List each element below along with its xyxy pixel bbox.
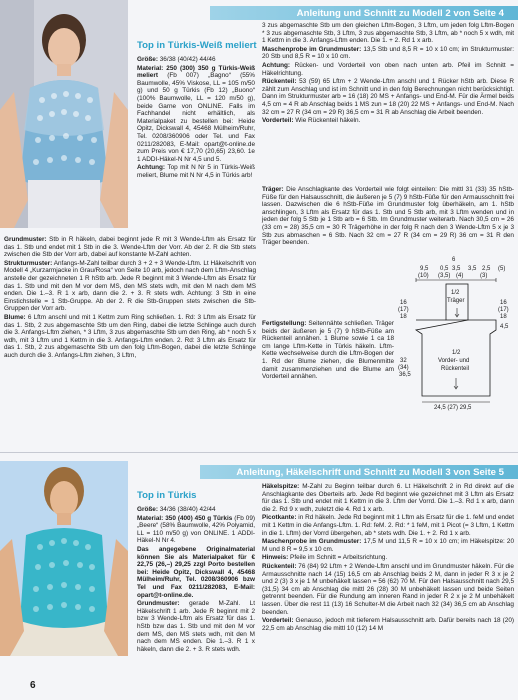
model2-col-b-p: Fertigstellung: Seitennähte schließen. Träger beids der äußeren je 5 (7) 9 hStb-Füße am Rückenteil annähen. 1 Blume sowie 1 ca 18 cm lange Lftm-Kette in Türkis häkeln. Lftm-Kette wechselweise durch die Lftm-Bogen der 1. Rd der Blume ziehen, die Blumenmitte damit zusammenziehen und die Blume am Vorderteil annähen. [262,320,394,381]
model2-col-b-p: Träger: Die Anschlagkante des Vorderteil wie folgt einteilen: Die mittl 31 (33) 35 hStb-Füße für den Halsausschnitt, die äußeren je 5 (7) 9 hStb-Füße für den Armausschnitt frei lassen. Dazwischen die 6 hStb-Füße im Grundmuster folg überhäkeln, am 1. hStb anschlingen, 3 Lftm als Ersatz für das 1. Stb und 5 Stb arb, mit 3 Lftm wenden und in jeden der folg 5 Stb je 1 Stb arb = 6 Stb. Im Grundmuster weiterarb. Nach 30,5 cm = 26 (33 cm = 28) 35,5 cm = 30 R Trägerhöhe in der folg R nach den 3 Wende-Lftm 5 x je 3 Stb zus abmaschen = 6 Stb. Nach 32 cm = 27 R (34 cm = 29 R) 36 cm = 31 R den Träger beenden. [262,186,514,247]
model2-col-b-p: 3 zus abgemaschte Stb um den gleichen Lftm-Bogen, 3 Lftm, um jeden folg Lftm-Bogen * 3 zus abgemaschte Stb, 3 Lftm, 3 zus abgemaschte Stb, 3 Lftm, ab * noch 5 x wdh, mit 1 Kettm in die 3. Anfangs-Lftm enden. Die 1. + 2. Rd 1 x arb. [262,22,514,45]
model3-col-b-p: Picotkante: in Rd häkeln. Jede Rd beginnt mit 1 Lftm als Ersatz für die 1. feM und endet mit 1 Kettm in die Anfangs-Lftm. 1. Rd: feM. 2. Rd: * 1 feM, mit 1 Picot (= 3 Lftm, 1 Kettm in die 1. Lftm) der Vorrd übergehen, ab * stets wdh. Die 1. + 2. Rd 1 x arb. [262,514,514,537]
model3-intro-p: Größe: 34/36 (38/40) 42/44 [137,506,216,513]
schema-top-measure: 0,5 [440,266,449,272]
banner-top-text: Anleitung und Schnitt zu Modell 2 von Seite 4 [296,7,504,19]
schema-top-measure: 9,5 [420,266,429,272]
schema-bottom-measure: 24,5 (27) 29,5 [434,405,472,411]
schema-traeger-word: Träger [447,298,465,304]
model3-col-b-p: Häkelspitze: M-Zahl zu Beginn teilbar durch 6. Lt Häkelschrift 2 in Rd direkt auf die Anschlagkante des Oberteils arb. Jede Rd beginnt wie gezeichnet mit 3 Lftm als Ersatz für das 1. Stb und endet mit 1 Kettm in die 3. Lftm der Vorrd. Die 1.–3. Rd 1 x arb, dann die 2. Rd 9 x wdh, zuletzt die 4. Rd 1 x arb. [262,483,514,513]
schema-alt-top: (5) [498,266,506,272]
banner-top [210,6,518,20]
banner-bottom-text: Anleitung, Häkelschrift und Schnitt zu Modell 3 von Seite 5 [236,466,504,478]
model3-intro [137,506,255,654]
schema-top-small: (10) [418,273,429,279]
model2-col-a-p: Grundmuster: Stb in R häkeln, dabei beginnt jede R mit 3 Wende-Lftm als Ersatz für das 1. Stb und endet mit 1 Stb in die 3. Wende-Lftm der Vorr. Ab der 2. R die Stb stets zwischen die Stb der Vorr arb, dabei auf konstante M-Zahl achten. [4,236,256,259]
model2-intro-p: Größe: 36/38 (40/42) 44/46 [137,56,216,63]
model2-title: Top in Türkis-Weiß meliert [137,40,257,51]
schema-height: 32 [400,358,407,364]
model2-col-b-p: Rückenteil: 53 (59) 65 Lftm + 2 Wende-Lftm anschl und 1 Rücker hStb arb. Diese R zählt zum Anschlag und ist im Schnitt und in den folg Berechnungen nicht berücksichtigt. Dann im Strukturmuster arb = 16 (18) 20 MS + Anfangs- und End-M. Für die Ärmel beids 4,5 cm = 4 R ab Anschlag beids 1 MS zun = 18 (20) 22 MS + Anfangs- und End-M. Nach 32 cm = 27 R (34 cm = 29 R) 36,5 cm = 31 R ab Anschlag die Arbeit beenden. [262,78,514,116]
model3-col-b-p: Hinweis: Pfeile im Schnitt = Arbeitsrichtung. [262,554,388,562]
model3-photo [0,461,128,656]
schema-side-right: 16 [500,300,507,306]
model2-col-a [4,236,256,361]
schema-side-right: (17) [498,307,509,313]
schema-side-left: (17) [398,307,409,313]
schema-body-label: 1/2 [452,350,461,356]
page-number: 6 [30,680,36,691]
model2-col-b-traeger-top [262,186,514,248]
schema-top-small: (3,5) [438,273,451,279]
schema-height: (34) [398,365,409,371]
model2-schematic [398,257,516,411]
schema-height: 36,5 [399,372,411,378]
model2-col-b-top [262,22,514,126]
model3-intro-p: Grundmuster: gerade M-Zahl. Lt Häkelschrift 1 arb. Jede R beginnt mit 2 bzw 3 Wende-Lftm als Ersatz für das 1. hStb bzw das 1. Stb und mit den M vor dem MS, den MS stets wdh, mit den M nach dem MS enden. Die 1.–3. R 1 x häkeln, dann die 2. + 3. R stets wdh. [137,600,255,653]
model3-col-b-p: Maschenprobe im Grundmuster: 17,5 M und 11,5 R = 10 x 10 cm; im Häkelspitze: 20 M und 8 R = 9,5 x 10 cm. [262,538,515,553]
model3-col-b-p: Rückenteil: 76 (84) 92 Lftm + 2 Wende-Lftm anschl und im Grundmuster häkeln. Für die Armausschnitte nach 14 (15) 16,5 cm ab Anschlag beids 2 M, dann in jeder R 3 x je 2 und 2 (3) 3 x je 1 M unbehäkelt lassen = 56 (62) 70 M. Für den Halsausschnitt nach 29,5 (31,5) 34 cm ab Anschlag die mittl 26 (28) 30 M unbehäkelt lassen und beide Seiten getrennt beenden. Für die Rundung am inneren Rand in jeder R 2 x je 2 M unbehäkelt lassen. Über die rest 11 (13) 16 Schulter-M die Arbeit nach 32 (34) 36,5 cm ab Anschlag beenden. [262,562,514,616]
model2-intro-p: Material: 250 (300) 350 g Türkis-Weiß meliert (Fb 007) „Bagno“ (55% Baumwolle, 45% Viskose, LL = 105 m/50 g) und 50 g Türkis (Fb 12) „Buono“ (100% Baumwolle, LL = 120 m/50 g), beide Garne von ONLINE. Falls im Fachhandel nicht erhältlich, als Materialpaket zu bestellen bei: Heide Opitz, Dickswall 4, 45468 Mülheim/Ruhr, Tel. 0208/360906 oder Tel. und Fax 0211/282083, E-Mail: opart@t-online.de zum Preis von € 17,70 (20,65) 23,60. 1e 1 ADDI-Häkel-N Nr 4,5 und 5. [137,64,255,163]
schema-traeger-label: 1/2 [451,290,460,296]
schema-body-word2: Rückenteil [441,366,470,372]
model2-intro [137,56,255,181]
model2-intro-p: Achtung: Top mit N Nr 5 in Türkis-Weiß meliert, Blume mit N Nr 4,5 in Türkis arb! [137,164,255,179]
schema-top-measure: 3,5 [452,266,461,272]
schema-top-small: (4) [456,273,464,279]
schema-side-left: 18 [400,314,407,320]
model2-col-b-p: Achtung: Rücken- und Vorderteil von oben nach unten arb. Pfeil im Schnitt = Häkelrichtung. [262,61,514,77]
model2-col-a-p: Blume: 6 Lftm anschl und mit 1 Kettm zum Ring schließen. 1. Rd: 3 Lftm als Ersatz für das 1. Stb, 2 zus abgemaschte Stb um den Ring, dabei die letzte Schlinge auch durch die 3. Anfangs-Lftm ziehen, * 3 Lftm, 3 zus abgemaschte Stb um den Ring, ab * noch 5 x wdh, mit 3 Lftm und 1 Kettm in die 3. Anfangs-Lftm enden. 2. Rd: 3 Lftm als Ersatz für das 1. Stb, 2 zus abgemaschte Stb um den folg Lftm-Bogen, dabei die letzte Schlinge auch durch die 3. Anfangs-Lftm ziehen, 3 Lftm, [4,313,256,359]
schema-mid-value: 4,5 [500,324,509,330]
model2-col-a-p: Strukturmuster: Anfangs-M-Zahl teilbar durch 3 + 2 + 3 Wende-Lftm. Lt Häkelschrift von Modell 4 „Kurzarmjacke in Grau/Rosa“ von Seite 10 arb, jedoch nach dem Lftm-Anschlag anstelle der gezeichneten 1 R hStb arb. Jede R beginnt mit 3 Wende-Lftm als Ersatz für das 1. Stb und mit den M vor dem MS, den MS stets wdh, mit den M nach dem MS enden. Die 1.–3. R 1 x arb, dann die 2. + 3. R stets wdh. Achtung: 3 Stb in eine Einstichstelle = 1 Stb-Gruppe. Ab der 2. R die Stb-Gruppen stets zwischen die Stb-Gruppen der Vorr arb. [4,259,256,313]
model3-intro-p: Das angegebene Originalmaterial können Sie als Materialpaket für € 22,75 (26,–) 29,25 zzgl Porto bestellen bei: Heide Opitz, Dickswall 4, 45468 Mülheim/Ruhr, Tel. 0208/360906 bzw Tel und Fax 0211/282083, E-Mail: opart@t-online.de. [137,545,255,599]
schema-top-small: (3) [480,273,488,279]
model2-photo [0,0,128,228]
model3-intro-p: Material: 350 (400) 450 g Türkis (Fb 09) „Beere“ (58% Baumwolle, 42% Polyamid, LL = 110 m/50 g) von ONLINE. 1 ADDI-Häkel-N Nr 4. [137,514,256,545]
model3-title: Top in Türkis [137,490,197,501]
schema-side-left: 16 [400,300,407,306]
schema-top-measure: 3,5 [468,266,477,272]
model3-col-b [262,483,514,633]
banner-bottom [200,465,518,479]
section-divider [0,452,518,453]
model2-photo-illustration [0,0,128,228]
schema-body-word1: Vorder- und [438,358,470,364]
schema-alt-top: 6 [452,257,456,263]
model3-photo-illustration [0,461,128,656]
model2-col-b-narrow [262,320,394,382]
model2-col-b-p: Maschenprobe im Grundmuster: 13,5 Stb und 8,5 R = 10 x 10 cm; im Strukturmuster: 20 Stb und 8,5 R = 10 x 10 cm. [262,45,515,61]
schema-top-measure: 2,5 [482,266,491,272]
model3-col-b-p: Vorderteil: Genauso, jedoch mit tieferem Halsausschnitt arb. Dafür bereits nach 18 (20) 22,5 cm ab Anschlag die mittl 10 (12) 14 M [262,617,514,632]
model2-col-b-p: Vorderteil: Wie Rückenteil häkeln. [262,117,361,125]
schema-side-right: 18 [500,314,507,320]
model2-schematic-svg [398,257,516,411]
